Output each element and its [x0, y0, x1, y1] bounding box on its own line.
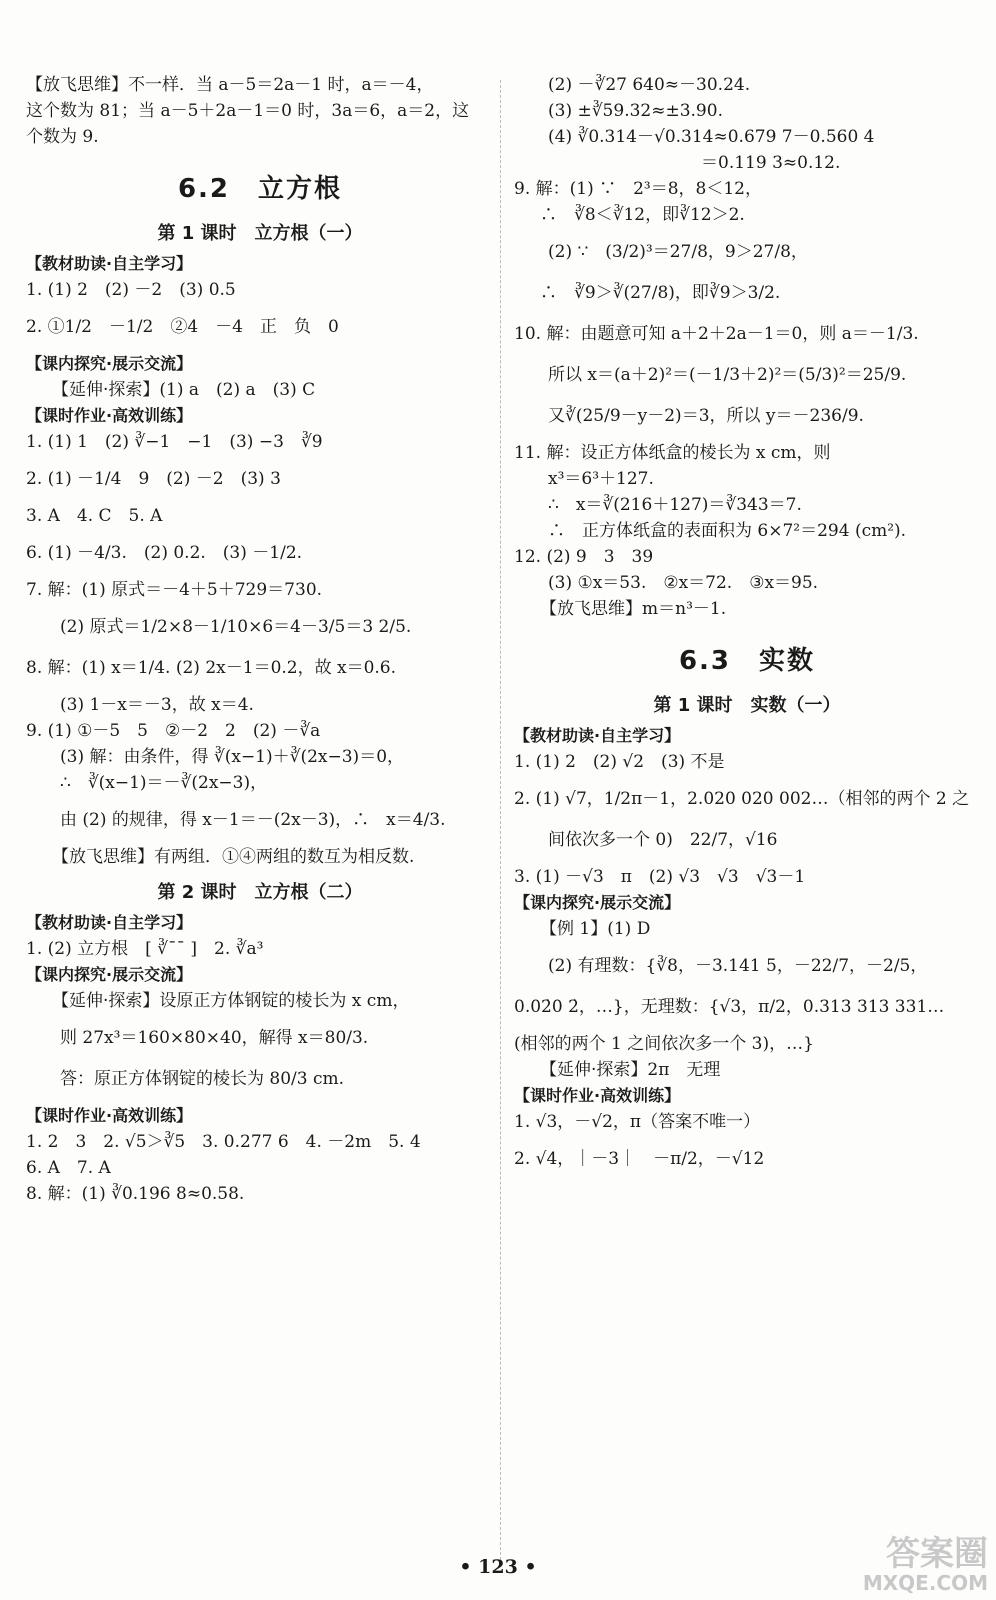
section-title: 6.2 立方根	[177, 174, 343, 204]
answer-line: 由 (2) 的规律，得 x－1＝－(2x－3)，∴ x＝4/3.	[60, 810, 446, 830]
answer-line: ∴ ∛8＜∛12，即∛12＞2.	[540, 205, 745, 225]
answer-line: 【延伸·探索】(1) a (2) a (3) C	[52, 380, 316, 400]
section-label: 【教材助读·自主学习】	[514, 726, 681, 745]
answer-line: 个数为 9.	[26, 127, 99, 147]
answer-line: 1. (1) 2 (2) －2 (3) 0.5	[26, 280, 236, 300]
answer-line: (4) ∛0.314－√0.314≈0.679 7－0.560 4	[548, 127, 875, 147]
answer-line: (3) 1－x＝－3，故 x＝4.	[60, 695, 254, 715]
answer-line: (2) －∛27 640≈－30.24.	[548, 75, 751, 95]
answer-line: 又∛(25/9－y－2)＝3，所以 y＝－236/9.	[548, 406, 864, 426]
answer-line: 所以 x＝(a＋2)²＝(－1/3＋2)²＝(5/3)²＝25/9.	[548, 365, 907, 385]
section-label: 【课内探究·展示交流】	[514, 893, 681, 912]
answer-line: 这个数为 81；当 a－5＋2a－1＝0 时，3a＝6，a＝2，这	[26, 101, 470, 121]
answer-line: (3) 解：由条件，得 ∛(x−1)＋∛(2x−3)＝0，	[60, 747, 405, 767]
section-title: 6.3 实数	[678, 646, 816, 676]
answer-line: 【例 1】(1) D	[540, 919, 651, 939]
answer-line: x³＝6³＋127.	[548, 469, 654, 489]
answer-line: 则 27x³＝160×80×40，解得 x＝80/3.	[60, 1028, 369, 1048]
watermark-text: 答案圈	[886, 1534, 988, 1574]
answer-line: 【放飞思维】m＝n³－1.	[540, 599, 727, 619]
answer-line: ＝0.119 3≈0.12.	[548, 153, 841, 173]
lesson-title: 第 1 课时 立方根（一）	[157, 223, 363, 244]
answer-line: ∴ ∛9＞∛(27/8)，即∛9＞3/2.	[540, 283, 781, 303]
answer-line: 1. 2 3 2. √5＞∛5 3. 0.277 6 4. －2m 5. 4	[26, 1132, 421, 1152]
answer-line: 10. 解：由题意可知 a＋2＋2a－1＝0，则 a＝－1/3.	[514, 324, 919, 344]
answer-line: ∴ x＝∛(216＋127)＝∛343＝7.	[548, 495, 802, 515]
answer-line: ∴ 正方体纸盒的表面积为 6×7²＝294 (cm²).	[548, 521, 907, 541]
answer-line: 11. 解：设正方体纸盒的棱长为 x cm，则	[514, 443, 831, 463]
answer-line: (2) ∵ (3/2)³＝27/8，9＞27/8，	[548, 242, 808, 262]
answer-line: 答：原正方体钢锭的棱长为 80/3 cm.	[60, 1069, 345, 1089]
section-label: 【教材助读·自主学习】	[26, 913, 193, 932]
answer-line: 【延伸·探索】2π 无理	[540, 1060, 721, 1080]
answer-line: 8. 解：(1) ∛0.196 8≈0.58.	[26, 1184, 245, 1204]
answer-line: (2) 有理数：{∛8，－3.141 5，－22/7，－2/5，	[548, 956, 928, 976]
answer-line: 【放飞思维】有两组．①④两组的数互为相反数.	[52, 847, 415, 867]
section-label: 【教材助读·自主学习】	[26, 254, 193, 273]
answer-line: 6. (1) －4/3. (2) 0.2. (3) －1/2.	[26, 543, 303, 563]
answer-line: 12. (2) 9 3 39	[514, 547, 654, 567]
answer-line: (2) 原式＝1/2×8－1/10×6＝4－3/5＝3 2/5.	[60, 617, 412, 637]
answer-line: 【延伸·探索】设原正方体钢锭的棱长为 x cm，	[52, 991, 410, 1011]
answer-line: 8. 解：(1) x＝1/4. (2) 2x－1＝0.2，故 x＝0.6.	[26, 658, 397, 678]
answer-line: 0.02̇0 2̇，…}，无理数：{√3，π/2，0.313 313 331…	[514, 997, 945, 1017]
lesson-title: 第 1 课时 实数（一）	[653, 695, 841, 716]
answer-line: 1. (2) 立方根 [ ∛¯¯ ] 2. ∛a³	[26, 939, 264, 959]
section-label: 【课时作业·高效训练】	[26, 406, 193, 425]
answer-line: (相邻的两个 1 之间依次多一个 3)，…}	[514, 1034, 814, 1054]
right-column	[514, 72, 980, 1183]
answer-line: ∴ ∛(x−1)＝－∛(2x−3)，	[60, 773, 268, 793]
section-label: 【课时作业·高效训练】	[26, 1106, 193, 1125]
answer-line: 2. (1) √7，1/2π－1，2.020 020 002…（相邻的两个 2 之	[514, 789, 970, 809]
answer-line: 【放飞思维】不一样．当 a－5＝2a－1 时，a＝－4，	[26, 75, 434, 95]
answer-line: 2. (1) －1/4 9 (2) －2 (3) 3	[26, 469, 281, 489]
answer-line: 间依次多一个 0) 22/7，√16	[548, 830, 778, 850]
section-label: 【课内探究·展示交流】	[26, 965, 193, 984]
answer-line: 7. 解：(1) 原式＝－4＋5＋729＝730.	[26, 580, 323, 600]
section-label: 【课内探究·展示交流】	[26, 354, 193, 373]
section-label: 【课时作业·高效训练】	[514, 1086, 681, 1105]
answer-line: 2. √4，｜－3｜ －π/2，－√12	[514, 1149, 765, 1169]
answer-line: 9. 解：(1) ∵ 2³＝8，8＜12，	[514, 179, 763, 199]
lesson-title: 第 2 课时 立方根（二）	[157, 882, 363, 903]
answer-line: 2. ①1/2 －1/2 ②4 －4 正 负 0	[26, 317, 339, 337]
watermark-url: MXQE.COM	[862, 1571, 988, 1595]
watermark-logo	[863, 1536, 988, 1594]
column-divider	[500, 80, 501, 1560]
answer-line: (3) ±∛59.32≈±3.90.	[548, 101, 723, 121]
answer-line: 9. (1) ①－5 5 ②－2 2 (2) －∛a	[26, 721, 321, 741]
answer-line: 3. (1) －√3 π (2) √3 √3 √3－1	[514, 867, 806, 887]
answer-line: 1. (1) 2 (2) √2 (3) 不是	[514, 752, 725, 772]
answer-line: 3. A 4. C 5. A	[26, 506, 163, 526]
left-column	[26, 72, 494, 1207]
answer-line: (3) ①x＝53. ②x＝72. ③x＝95.	[548, 573, 819, 593]
page-number: • 123 •	[459, 1556, 537, 1578]
answer-line: 1. √3，－√2，π（答案不唯一）	[514, 1112, 761, 1132]
answer-line: 1. (1) 1 (2) ∛−1 −1 (3) −3 ∛9	[26, 432, 323, 452]
answer-line: 6. A 7. A	[26, 1158, 111, 1178]
